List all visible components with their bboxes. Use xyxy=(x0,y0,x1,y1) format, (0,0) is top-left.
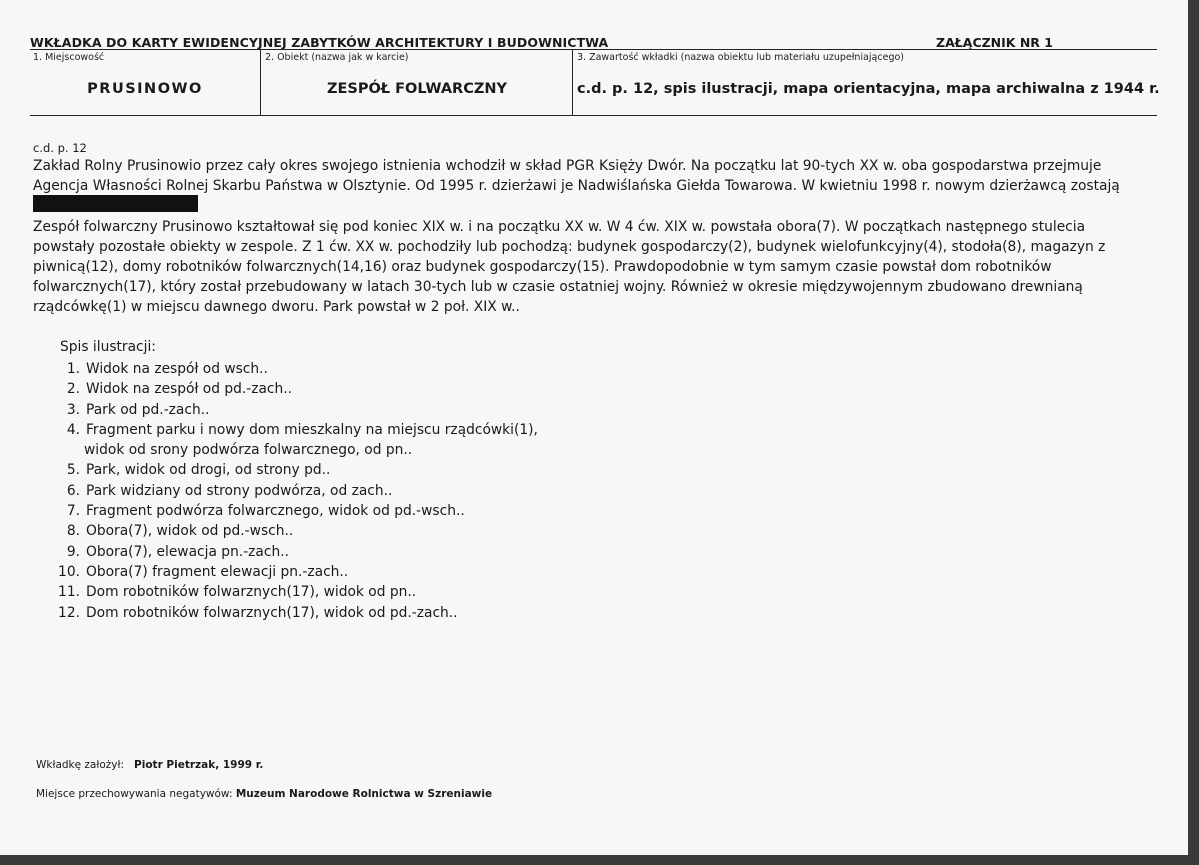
list-item xyxy=(40,481,538,501)
item-number: 4. xyxy=(66,421,80,438)
item-number: 6. xyxy=(66,482,80,499)
scan-edge-bottom xyxy=(0,855,1199,865)
item-number: 3. xyxy=(66,401,80,418)
item-number: 2. xyxy=(66,381,80,398)
object-label: 2. Obiekt (nazwa jak w karcie) xyxy=(265,52,409,63)
item-text-continued: widok od srony podwórza folwarcznego, od pn.. xyxy=(84,442,413,459)
paragraph-2-line-2: powstały pozostałe obiekty w zespole. Z 1 ćw. XX w. pochodziły lub pochodzą: budynek gospodarczy(2), budynek wielofunkcyjny(4), stodoła(8), magazyn z xyxy=(33,239,1106,255)
column-divider-1 xyxy=(260,49,261,116)
item-number: 7. xyxy=(66,503,80,520)
document-title: WKŁADKA DO KARTY EWIDENCYJNEJ ZABYTKÓW ARCHITEKTURY I BUDOWNICTWA xyxy=(30,35,609,50)
item-text: Widok na zespół od pd.-zach.. xyxy=(86,381,293,398)
item-text: Fragment podwórza folwarcznego, widok od pd.-wsch.. xyxy=(86,503,465,520)
paragraph-1-line-1: Zakład Rolny Prusinowio przez cały okres swojego istnienia wchodził w skład PGR Księży Dwór. Na początku lat 90-tych XX w. oba gospodarstwa przejmuje xyxy=(33,158,1102,174)
negatives-value: Muzeum Narodowe Rolnictwa w Szreniawie xyxy=(235,788,493,800)
list-item xyxy=(40,542,538,562)
item-text: Obora(7) fragment elewacji pn.-zach.. xyxy=(86,563,349,580)
item-text: Park widziany od strony podwórza, od zach.. xyxy=(86,482,393,499)
item-number: 8. xyxy=(66,523,80,540)
object-value: ZESPÓŁ FOLWARCZNY xyxy=(326,81,508,97)
item-text: Widok na zespół od wsch.. xyxy=(86,361,268,377)
column-divider-2 xyxy=(572,49,573,116)
author-label: Wkładkę założył: xyxy=(36,759,125,771)
illustrations-list xyxy=(40,359,538,623)
item-text: Fragment parku i nowy dom mieszkalny na miejscu rządcówki(1), xyxy=(86,421,538,438)
header-rule-bottom xyxy=(30,115,1157,116)
paragraph-2-line-3: piwnicą(12), domy robotników folwarcznych(14,16) oraz budynek gospodarczy(15). Prawdopodobnie w tym samym czasie powstał dom robotników xyxy=(33,259,1052,275)
illustrations-heading: Spis ilustracji: xyxy=(60,339,156,355)
section-reference: c.d. p. 12 xyxy=(33,141,87,155)
list-item xyxy=(40,603,538,623)
paragraph-2-line-5: rządcówkę(1) w miejscu dawnego dworu. Park powstał w 2 poł. XIX w.. xyxy=(33,299,520,315)
list-item xyxy=(40,562,538,582)
item-number: 11. xyxy=(58,584,80,601)
item-number: 10. xyxy=(58,563,80,580)
header-rule-top xyxy=(30,49,1157,50)
paragraph-1-line-2: Agencja Własności Rolnej Skarbu Państwa w Olsztynie. Od 1995 r. dzierżawi je Nadwiślańska Giełda Towarowa. W kwietniu 1998 r. nowym dzierżawcą zostają xyxy=(33,178,1120,194)
location-value: PRUSINOWO xyxy=(87,81,203,97)
negatives-line xyxy=(36,788,492,800)
redaction-bar xyxy=(33,195,198,212)
annex-label: ZAŁĄCZNIK NR 1 xyxy=(936,35,1053,50)
contents-value: c.d. p. 12, spis ilustracji, mapa orientacyjna, mapa archiwalna z 1944 r. xyxy=(577,81,1160,97)
list-item xyxy=(40,420,538,461)
item-text: Obora(7), elewacja pn.-zach.. xyxy=(86,543,289,560)
author-line xyxy=(36,759,263,771)
item-number: 1. xyxy=(66,361,80,377)
item-text: Dom robotników folwarznych(17), widok od pd.-zach.. xyxy=(86,604,458,621)
location-label: 1. Miejscowość xyxy=(33,52,105,63)
item-text: Dom robotników folwarznych(17), widok od pn.. xyxy=(86,584,417,601)
paragraph-2-line-4: folwarcznych(17), który został przebudowany w latach 30-tych lub w czasie ostatniej wojny. Również w okresie międzywojennym zbudowano drewnianą xyxy=(33,279,1083,295)
item-number: 12. xyxy=(58,604,80,621)
contents-label: 3. Zawartość wkładki (nazwa obiektu lub materiału uzupełniającego) xyxy=(577,52,904,63)
negatives-label: Miejsce przechowywania negatywów: xyxy=(36,788,233,800)
item-number: 5. xyxy=(66,462,80,479)
list-item xyxy=(40,400,538,420)
list-item xyxy=(40,582,538,602)
list-item xyxy=(40,501,538,521)
list-item xyxy=(40,359,538,379)
scan-edge-right xyxy=(1188,0,1199,865)
item-text: Obora(7), widok od pd.-wsch.. xyxy=(86,523,294,540)
list-item xyxy=(40,379,538,399)
item-text: Park, widok od drogi, od strony pd.. xyxy=(86,462,331,479)
item-text: Park od pd.-zach.. xyxy=(86,401,210,418)
list-item xyxy=(40,521,538,541)
author-value: Piotr Pietrzak, 1999 r. xyxy=(134,759,264,771)
paragraph-2-line-1: Zespół folwarczny Prusinowo kształtował się pod koniec XIX w. i na początku XX w. W 4 ćw. XIX w. powstała obora(7). W początkach następnego stulecia xyxy=(33,219,1086,235)
list-item xyxy=(40,460,538,480)
item-number: 9. xyxy=(66,543,80,560)
